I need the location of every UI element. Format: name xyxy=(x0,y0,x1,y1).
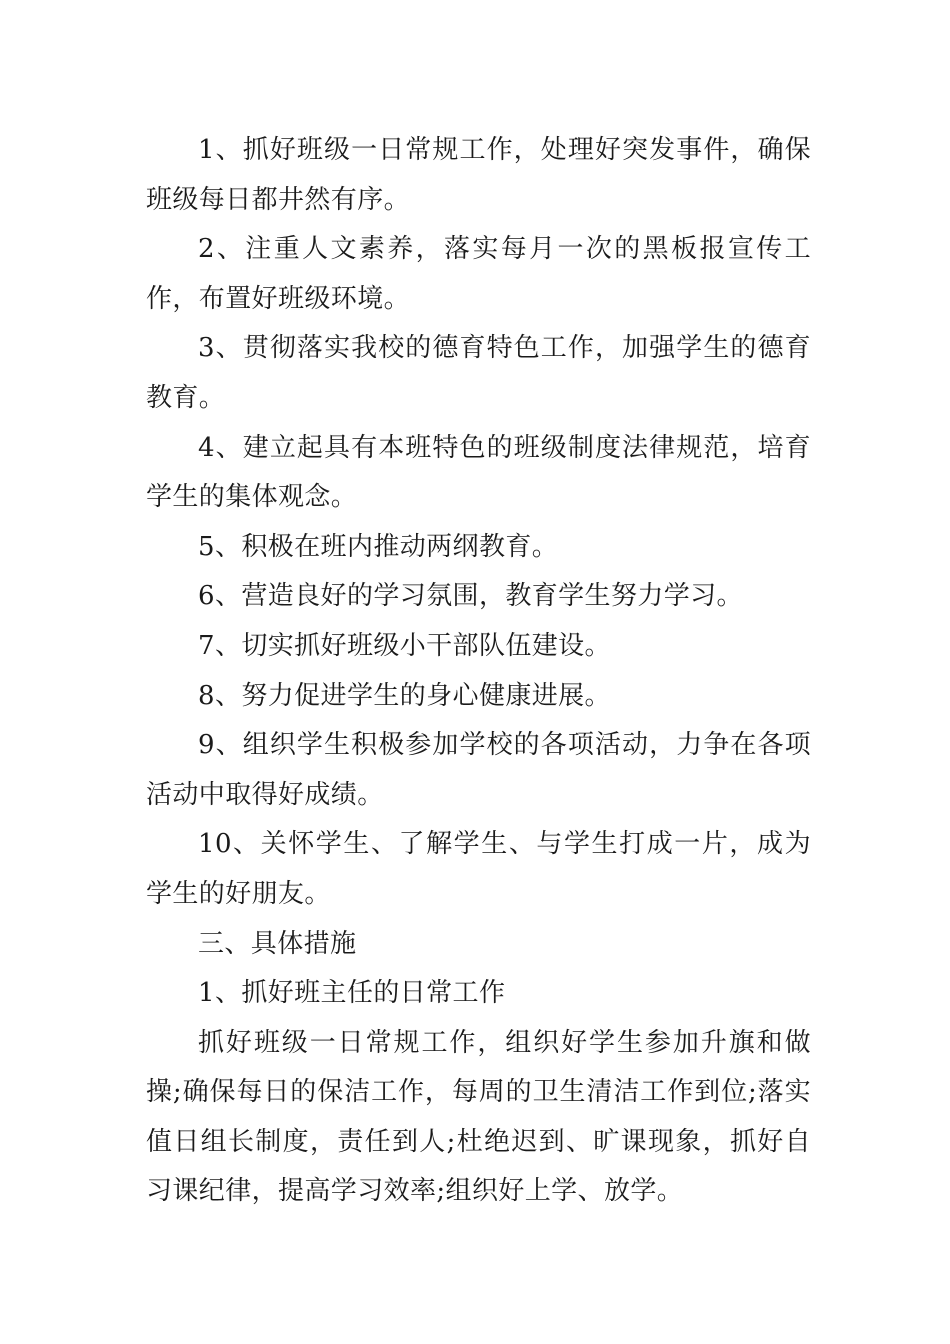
paragraph-goal-6: 6、营造良好的学习氛围，教育学生努力学习。 xyxy=(198,581,743,612)
paragraph-goal-8: 8、努力促进学生的身心健康进展。 xyxy=(198,680,611,711)
paragraph-goal-7: 7、切实抓好班级小干部队伍建设。 xyxy=(198,630,611,661)
subsection-heading-daily-work: 1、抓好班主任的日常工作 xyxy=(198,978,506,1009)
paragraph-daily-work-details: 抓好班级一日常规工作，组织好学生参加升旗和做操;确保每日的保洁工作，每周的卫生清洁工作到位;落实值日组长制度，责任到人;杜绝迟到、旷课现象，抓好自习课纪律，提高学习效率;组织好上学、放学。 xyxy=(146,1027,811,1207)
paragraph-goal-2: 2、注重人文素养，落实每月一次的黑板报宣传工作，布置好班级环境。 xyxy=(146,234,811,314)
paragraph-goal-10: 10、关怀学生、了解学生、与学生打成一片，成为学生的好朋友。 xyxy=(146,829,811,909)
paragraph-goal-3: 3、贯彻落实我校的德育特色工作，加强学生的德育教育。 xyxy=(146,333,811,413)
paragraph-goal-1: 1、抓好班级一日常规工作，处理好突发事件，确保班级每日都井然有序。 xyxy=(146,135,811,215)
document-page xyxy=(146,126,811,1217)
paragraph-goal-9: 9、组织学生积极参加学校的各项活动，力争在各项活动中取得好成绩。 xyxy=(146,730,811,810)
paragraph-goal-4: 4、建立起具有本班特色的班级制度法律规范，培育学生的集体观念。 xyxy=(146,432,811,513)
paragraph-goal-5: 5、积极在班内推动两纲教育。 xyxy=(198,531,559,562)
section-heading-measures: 三、具体措施 xyxy=(198,928,357,959)
